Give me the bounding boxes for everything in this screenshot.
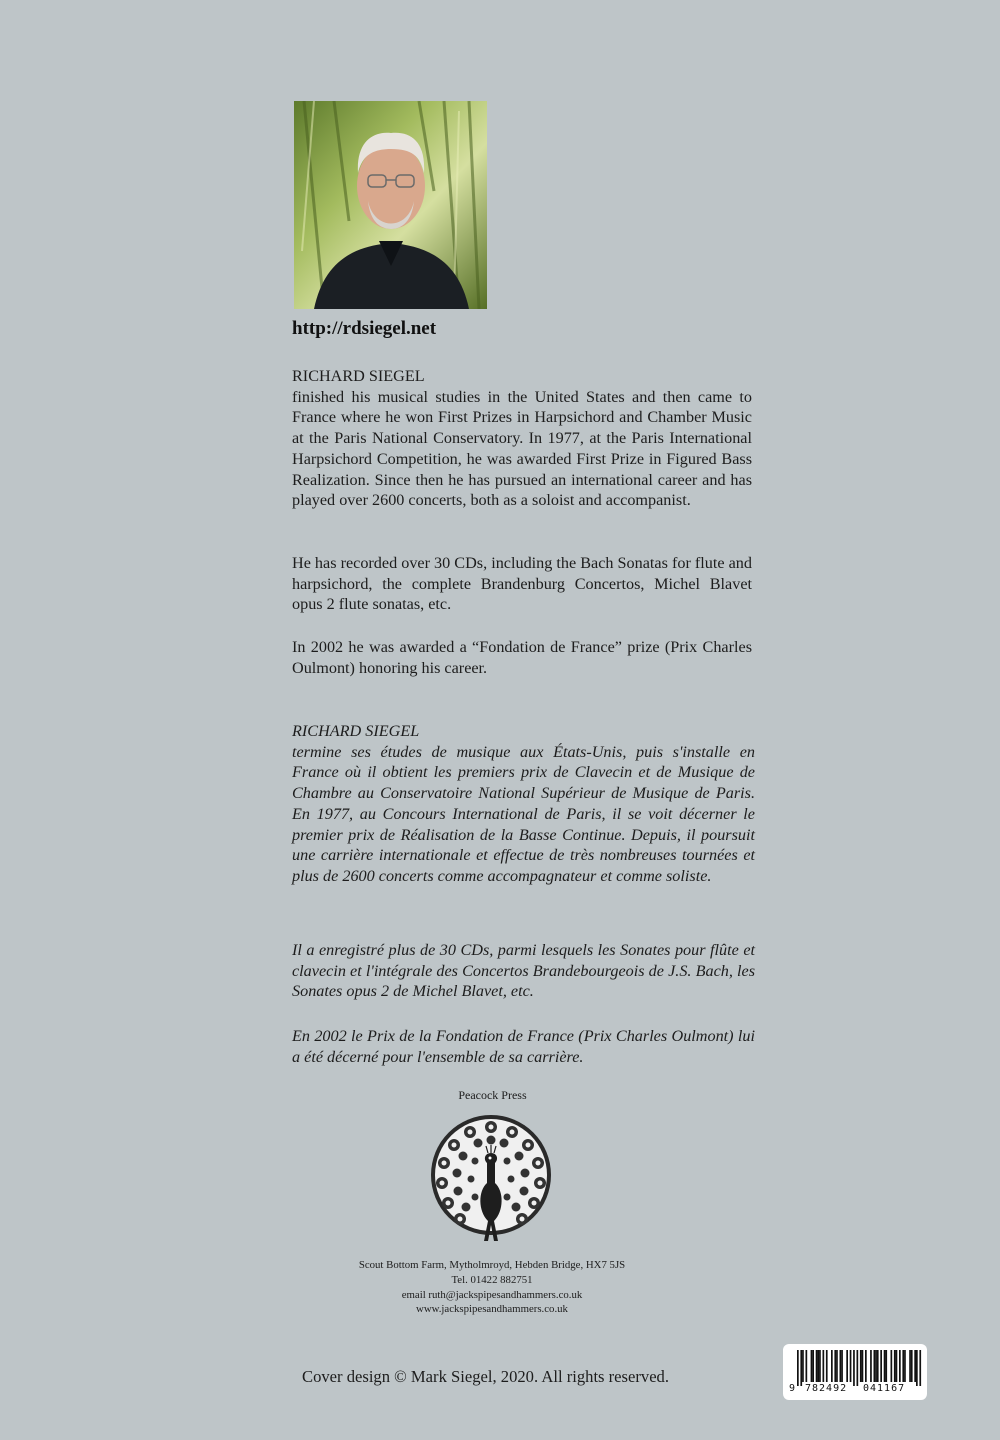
barcode-bar	[836, 1350, 838, 1382]
french-bio	[292, 721, 755, 887]
barcode-bar	[846, 1350, 848, 1382]
barcode-bar	[865, 1350, 867, 1382]
barcode-bar	[916, 1350, 918, 1386]
barcode-bar	[884, 1350, 886, 1382]
barcode-bar	[894, 1350, 896, 1382]
barcode-bar	[875, 1350, 877, 1382]
english-bio-paragraph-2: He has recorded over 30 CDs, including the Bach Sonatas for flute and harpsichord, the complete Brandenburg Concertos, Michel Blavet opus 2 flute sonatas, etc.	[292, 554, 752, 614]
barcode-bar	[891, 1350, 893, 1382]
barcode-bar	[823, 1350, 825, 1382]
author-name-en: RICHARD SIEGEL	[292, 367, 425, 385]
barcode-bar	[811, 1350, 813, 1382]
barcode-bar	[840, 1350, 842, 1382]
barcode-bar	[817, 1350, 819, 1382]
barcode-bar	[904, 1350, 906, 1382]
barcode-bar	[826, 1350, 828, 1382]
barcode-bar	[862, 1350, 864, 1382]
barcode-bar	[909, 1350, 911, 1382]
barcode-bar	[860, 1350, 862, 1382]
barcode-bar	[902, 1350, 904, 1382]
barcode-bar	[877, 1350, 879, 1382]
peacock-logo-icon	[430, 1113, 552, 1248]
barcode-bar	[841, 1350, 843, 1382]
barcode-bar	[800, 1350, 802, 1386]
barcode-bar	[899, 1350, 901, 1382]
barcode-bar	[911, 1350, 913, 1382]
barcode-group-1: 782492	[805, 1383, 848, 1394]
barcode-bar	[812, 1350, 814, 1382]
barcode-bar	[802, 1350, 804, 1382]
french-bio-paragraph-1: termine ses études de musique aux États-Unis, puis s'installe en France où il obtient les premiers prix de Clavecin et de Musique de Chambre au Conservatoire National Supérieur de Musique de Paris. En 1977, au Concours International de Paris, il se voit décerner le premier prix de Réalisation de la Basse Continue. Depuis, il poursuit une carrière internationale et effectue de très nombreuses tournées et plus de 2600 concerts comme accompagnateur et comme soliste.	[292, 742, 755, 885]
english-bio-paragraph-3: In 2002 he was awarded a “Fondation de France” prize (Prix Charles Oulmont) honoring his career.	[292, 638, 752, 677]
barcode-bar	[874, 1350, 876, 1382]
barcode-bar	[816, 1350, 818, 1382]
publisher-contact	[290, 1258, 694, 1317]
publisher-name: Peacock Press	[458, 1088, 527, 1102]
website-link[interactable]: http://rdsiegel.net	[292, 318, 437, 339]
barcode-bar	[831, 1350, 833, 1382]
english-bio	[292, 366, 752, 511]
barcode-bar	[919, 1350, 921, 1386]
barcode-bar	[834, 1350, 836, 1382]
barcode-bar	[885, 1350, 887, 1382]
french-bio-paragraph-3: En 2002 le Prix de la Fondation de France (Prix Charles Oulmont) lui a été décerné pour l'ensemble de sa carrière.	[292, 1027, 755, 1066]
barcode-bar	[819, 1350, 821, 1382]
barcode-group-2: 041167	[863, 1383, 906, 1394]
publisher-address: Scout Bottom Farm, Mytholmroyd, Hebden Bridge, HX7 5JS	[358, 1259, 626, 1271]
barcode-bar	[896, 1350, 898, 1382]
publisher-website[interactable]: www.jackspipesandhammers.co.uk	[416, 1303, 568, 1316]
barcode-bar	[806, 1350, 808, 1382]
isbn-barcode	[783, 1344, 927, 1400]
barcode-bar	[797, 1350, 799, 1386]
barcode-bar	[850, 1350, 852, 1382]
publisher-email[interactable]: email ruth@jackspipesandhammers.co.uk	[401, 1288, 583, 1301]
barcode-bar	[857, 1350, 859, 1386]
author-photo	[294, 101, 487, 309]
barcode-bar	[880, 1350, 882, 1382]
barcode-bar	[853, 1350, 855, 1386]
copyright-notice: Cover design © Mark Siegel, 2020. All rights reserved.	[302, 1367, 670, 1386]
english-bio-paragraph-1: finished his musical studies in the United States and then came to France where he won First Prizes in Harpsichord and Chamber Music at the Paris National Conservatory. In 1977, at the Paris International Harpsichord Competition, he was awarded First Prize in Figured Bass Realization. Since then he has pursued an international career and has played over 2600 concerts, both as a soloist and accompanist.	[292, 387, 752, 510]
publisher-tel: Tel. 01422 882751	[451, 1273, 533, 1286]
author-name-fr: RICHARD SIEGEL	[292, 722, 420, 740]
author-portrait-image	[294, 101, 487, 309]
barcode-bar	[914, 1350, 916, 1382]
barcode-prefix: 9	[789, 1383, 797, 1394]
french-bio-paragraph-2: Il a enregistré plus de 30 CDs, parmi lesquels les Sonates pour flûte et clavecin et l'intégrale des Concertos Brandebourgeois de J.S. Bach, les Sonates opus 2 de Michel Blavet, etc.	[292, 941, 755, 1001]
barcode-bar	[870, 1350, 872, 1382]
